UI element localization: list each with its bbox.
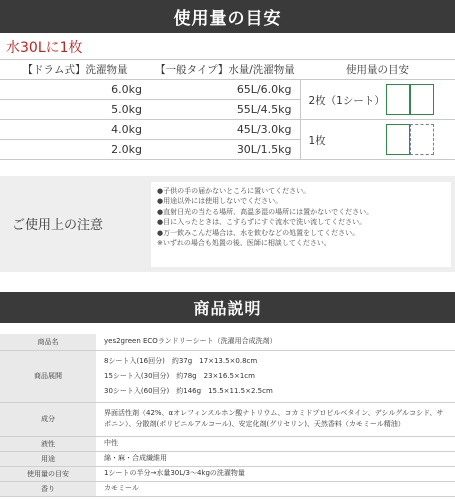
table-row [0,334,455,350]
product-title: 商品説明 [193,299,262,318]
spec-key: 液性 [0,436,96,451]
spec-key: 商品名 [0,334,96,350]
usage-one-label: 1枚 [308,135,326,147]
spec-line: 8シート入(16回分) 約37g 17×13.5×0.8cm [104,356,258,365]
spec-line: yes2green ECOランドリーシート（洗濯用合成洗剤） [104,337,277,346]
spec-value [96,481,455,496]
caution-item: ※いずれの場合も処置の後、医師に相談してください。 [157,239,331,248]
general-amount: 45L/3.0kg [150,120,300,140]
table-row [0,402,455,436]
table-row [0,120,455,140]
header-usage: 使用量の目安 [300,60,455,80]
spec-line: カモミール [104,484,139,492]
spec-line: 中性 [104,439,118,447]
table-row [0,436,455,451]
usage-group-one [300,120,455,160]
spec-value [96,466,455,481]
spec-key: 成分 [0,402,96,436]
general-amount: 65L/6.0kg [150,80,300,100]
table-row [0,466,455,481]
drum-amount: 2.0kg [0,140,150,160]
spec-key: 使用量の目安 [0,466,96,481]
caution-item: ●万一飲みこんだ場合は、水を飲むなどの処置をしてください。 [157,228,360,237]
caution-item: ●直射日光の当たる場所、高温多湿の場所には置かないでください。 [157,207,374,216]
drum-amount: 5.0kg [0,100,150,120]
product-spec-table [0,334,455,497]
caution-item: ●目に入ったときは、こすらずにすぐ流水で洗い流してください。 [157,218,367,227]
spec-line: 綿・麻・合成繊維用 [104,454,167,462]
table-row [0,350,455,402]
drum-amount: 4.0kg [0,120,150,140]
spec-value [96,334,455,350]
table-row [0,481,455,496]
usage-title: 使用量の目安 [173,9,282,29]
caution-heading: ご使用上の注意 [12,218,104,233]
header-drum: 【ドラム式】洗濯物量 [0,60,150,80]
usage-group-two [300,80,455,120]
product-title-banner [0,292,455,323]
header-general: 【一般タイプ】水量/洗濯物量 [150,60,300,80]
spec-line: 30シート入(60回分) 約146g 15.5×11.5×2.5cm [104,386,273,395]
spec-value [96,451,455,466]
usage-title-banner [0,0,455,33]
caution-list [151,182,451,267]
spec-key: 商品展開 [0,350,96,402]
spec-line: 1シートの半分→水量30L/3～4kgの洗濯物量 [104,469,245,477]
table-row [0,80,455,100]
general-amount: 30L/1.5kg [150,140,300,160]
spec-key: 用途 [0,451,96,466]
spec-value [96,436,455,451]
usage-table [0,59,455,160]
water-ratio-label: 水30Lに1枚 [6,40,83,56]
caution-section [0,176,455,272]
drum-amount: 6.0kg [0,80,150,100]
spec-value [96,350,455,402]
usage-two-label: 2枚（1シート） [308,95,385,107]
spec-key: 香り [0,481,96,496]
spec-line: 界面活性剤（42%、αオレフィンスルホン酸ナトリウム、コカミドプロピルベタイン、デシルグルコシド、サポニン）、分散剤(ポリビニルアルコール)、安定化剤(グリセリン)、天然香料（カモミール精油） [104,409,444,428]
spec-line: 15シート入(30回分) 約78g 23×16.5×1cm [104,371,255,380]
general-amount: 55L/4.5kg [150,100,300,120]
caution-item: ●子供の手の届かないところに置いてください。 [157,187,311,195]
usage-table-header-row [0,60,455,80]
table-row [0,451,455,466]
spec-value [96,402,455,436]
caution-item: ●用途以外には使用しないでください。 [157,197,283,206]
